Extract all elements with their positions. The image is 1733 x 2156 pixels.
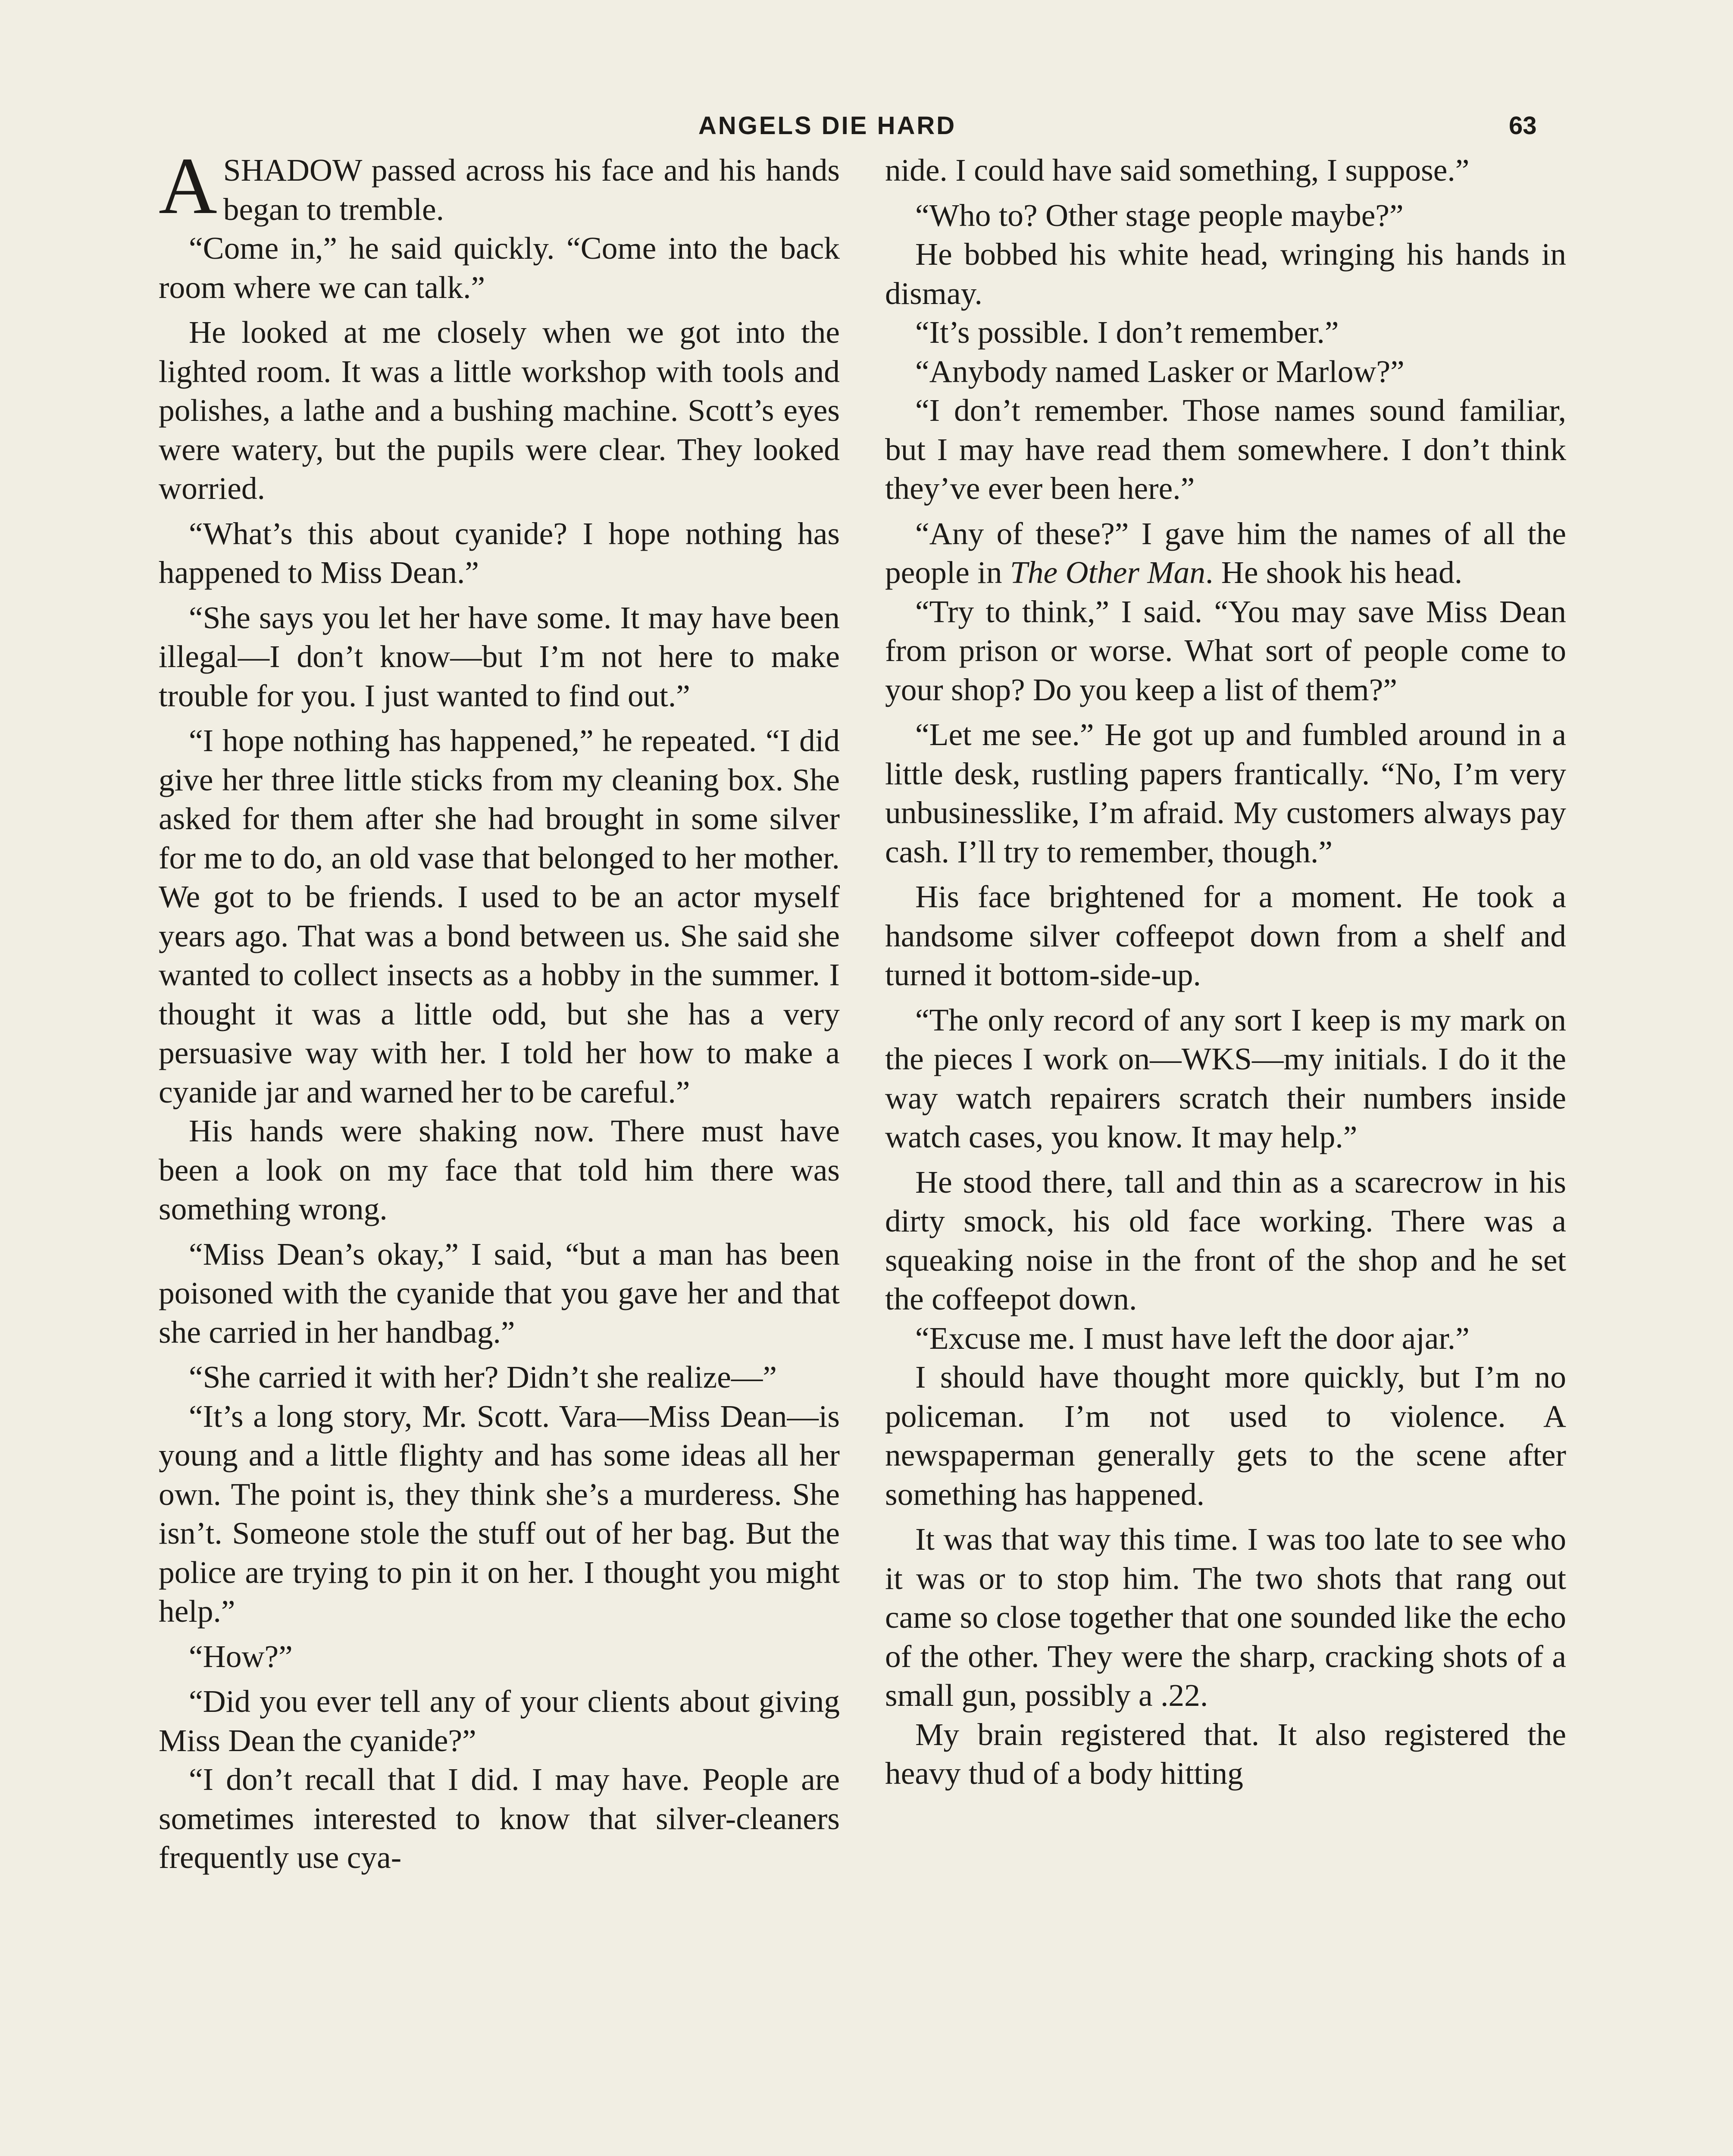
paragraph: “She carried it with her? Didn’t she realize—” xyxy=(189,1360,777,1395)
paragraph: My brain registered that. It also registered the heavy thud of a body hitting xyxy=(885,1717,1566,1791)
paragraph: “Who to? Other stage people maybe?” xyxy=(915,197,1404,233)
paragraph: “Come in,” he said quickly. “Come into the back room where we can talk.” xyxy=(159,231,840,305)
paragraph: “It’s a long story, Mr. Scott. Vara—Miss Dean—is young and a little flighty and has some ideas all her own. The point is, they think she’s a murderess. She isn’t. Someone stole the stuff out of her bag. But the police are trying to pin it on her. I thought you might help.” xyxy=(159,1398,840,1629)
paragraph: “It’s possible. I don’t remember.” xyxy=(915,315,1339,350)
paragraph: His hands were shaking now. There must have been a look on my face that told him there was something wrong. xyxy=(159,1113,840,1226)
paragraph: He looked at me closely when we got into the lighted room. It was a little workshop with tools and polishes, a lathe and a bushing machine. Scott’s eyes were watery, but the pupils were clear. They looked worried. xyxy=(159,315,840,506)
paragraph: “Anybody named Lasker or Marlow?” xyxy=(915,354,1405,389)
paragraph: nide. I could have said something, I suppose.” xyxy=(885,153,1470,188)
paragraph: “I don’t remember. Those names sound familiar, but I may have read them somewhere. I don’t think they’ve ever been here.” xyxy=(885,393,1566,506)
page-number: 63 xyxy=(1509,112,1537,140)
paragraph: “I don’t recall that I did. I may have. People are sometimes interested to know that silver-cleaners frequently use cya- xyxy=(159,1762,840,1875)
paragraph: “Let me see.” He got up and fumbled around in a little desk, rustling papers frantically. “No, I’m very unbusinesslike, I’m afraid. My customers always pay cash. I’ll try to remember, though.” xyxy=(885,717,1566,869)
paragraph: It was that way this time. I was too late to see who it was or to stop him. The two shots that rang out came so close together that one sounded like the echo of the other. They were the sharp, cracking shots of a small gun, possibly a .22. xyxy=(885,1522,1566,1713)
story-title: ANGELS DIE HARD xyxy=(698,112,957,140)
paragraph: “Miss Dean’s okay,” I said, “but a man has been poisoned with the cyanide that you gave her and that she carried in her handbag.” xyxy=(159,1236,840,1350)
running-head xyxy=(0,107,1733,146)
names-sentence-start: “Any of these?” I gave him the names of all the people in xyxy=(885,516,1566,590)
paragraph: “The only record of any sort I keep is my mark on the pieces I work on—WKS—my initials. I do it the way watch repairers scratch their numbers inside watch cases, you know. It may help.” xyxy=(885,1002,1566,1154)
left-column xyxy=(159,141,840,1877)
paragraph: “She says you let her have some. It may have been illegal—I don’t know—but I’m not here to make trouble for you. I just wanted to find out.” xyxy=(159,600,840,713)
paragraph: “Try to think,” I said. “You may save Miss Dean from prison or worse. What sort of people come to your shop? Do you keep a list of them?” xyxy=(885,594,1566,707)
play-title: The Other Man xyxy=(1010,555,1206,590)
paragraph: “Any of these?” I gave him the names of all the people in The Other Man. He shook his head. xyxy=(885,516,1566,590)
paragraph: “What’s this about cyanide? I hope nothing has happened to Miss Dean.” xyxy=(159,516,840,590)
paragraph: His face brightened for a moment. He took a handsome silver coffeepot down from a shelf and turned it bottom-side-up. xyxy=(885,879,1566,992)
paragraph: He stood there, tall and thin as a scarecrow in his dirty smock, his old face working. There was a squeaking noise in the front of the shop and he set the coffeepot down. xyxy=(885,1164,1566,1316)
paragraph: “Did you ever tell any of your clients about giving Miss Dean the cyanide?” xyxy=(159,1684,840,1758)
paragraph: He bobbed his white head, wringing his hands in dismay. xyxy=(885,237,1566,311)
right-column xyxy=(885,151,1566,1793)
paragraph: “I hope nothing has happened,” he repeated. “I did give her three little sticks from my cleaning box. She asked for them after she had brought in some silver for me to do, an old vase that belonged to her mother. We got to be friends. I used to be an actor myself years ago. That was a bond between us. She said she wanted to collect insects as a hobby in the summer. I thought it was a little odd, but she has a very persuasive way with her. I told her how to make a cyanide jar and warned her to be careful.” xyxy=(159,723,840,1109)
paragraph: “How?” xyxy=(189,1639,293,1674)
paragraph: I should have thought more quickly, but I’m no policeman. I’m not used to violence. A newspaperman generally gets to the scene after something has happened. xyxy=(885,1360,1566,1512)
paragraph: “Excuse me. I must have left the door ajar.” xyxy=(915,1320,1470,1356)
drop-cap: A xyxy=(159,141,217,231)
paragraph: ASHADOW passed across his face and his hands began to tremble. xyxy=(159,141,840,231)
